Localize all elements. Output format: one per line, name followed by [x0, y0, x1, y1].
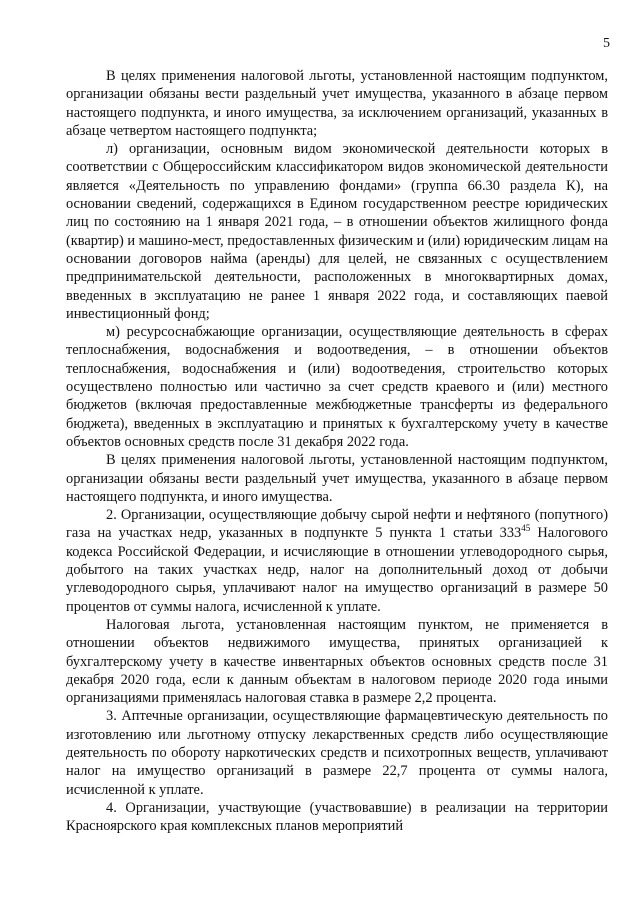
paragraph-item-4: 4. Организации, участвующие (участвовавшие) в реализации на территории Красноярского края комплексных планов мероприятий	[66, 799, 608, 835]
paragraph-separate-accounting-l: В целях применения налоговой льготы, установленной настоящим подпунктом, организации обязаны вести раздельный учет имущества, указанного в абзаце первом настоящего подпункта, и иного имущества, за исключением организаций, указанных в абзаце четвертом настоящего подпункта;	[66, 68, 608, 139]
paragraph-item-2-text-continued: Налогового кодекса Российской Федерации, и исчисляющие в отношении углеводородного сырья, добытого на таких участках недр, налог на дополнительный доход от добычи углеводородного сырья, уплачивают налог на имущество организаций в размере 50 процентов от суммы налога, исчисленной к уплате.	[66, 525, 608, 615]
page-number: 5	[603, 36, 610, 51]
paragraph-subitem-m: м) ресурсоснабжающие организации, осуществляющие деятельность в сферах теплоснабжения, водоснабжения и водоотведения, – в отношении объектов теплоснабжения, водоснабжения и (или) водоотведения, строительство которых осуществлено полностью или частично за счет средств краевого и (или) местного бюджетов (включая предоставленные межбюджетные трансферты из федерального бюджета), введенных в эксплуатацию и принятых к бухгалтерскому учету в качестве объектов основных средств после 31 декабря 2022 года.	[66, 324, 608, 450]
paragraph-subitem-l: л) организации, основным видом экономической деятельности которых в соответствии с Общероссийским классификатором видов экономической деятельности является «Деятельность по управлению фондами» (группа 66.30 раздела К), на основании сведений, содержащихся в Едином государственном реестре юридических лиц по состоянию на 1 января 2021 года, – в отношении объектов жилищного фонда (квартир) и машино-мест, предоставленных физическим и (или) юридическим лицам на основании договоров найма (аренды) для целей, не связанных с осуществлением предпринимательской деятельности, расположенных в многоквартирных домах, введенных в эксплуатацию не ранее 1 января 2022 года, и составляющих паевой инвестиционный фонд;	[66, 141, 608, 322]
paragraph-separate-accounting-m: В целях применения налоговой льготы, установленной настоящим подпунктом, организации обязаны вести раздельный учет имущества, указанного в абзаце первом настоящего подпункта, и иного имущества.	[66, 452, 608, 505]
paragraph-item-2-exception: Налоговая льгота, установленная настоящим пунктом, не применяется в отношении объектов недвижимого имущества, принятых организацией к бухгалтерскому учету в качестве инвентарных объектов основных средств после 31 декабря 2020 года, если к данным объектам в налоговом периоде 2020 года иными организациями применялась налоговая ставка в размере 2,2 процента.	[66, 616, 608, 707]
paragraph-item-2	[66, 506, 608, 616]
document-body	[66, 67, 608, 835]
article-superscript: 45	[521, 523, 531, 534]
paragraph-item-2-text: 2. Организации, осуществляющие добычу сырой нефти и нефтяного (попутного) газа на участках недр, указанных в подпункте 5 пункта 1 статьи 333	[66, 507, 608, 542]
paragraph-item-3: 3. Аптечные организации, осуществляющие фармацевтическую деятельность по изготовлению или льготному отпуску лекарственных средств либо осуществляющие деятельность по обороту наркотических средств и психотропных веществ, уплачивают налог на имущество организаций в размере 22,7 процента от суммы налога, исчисленной к уплате.	[66, 708, 608, 798]
